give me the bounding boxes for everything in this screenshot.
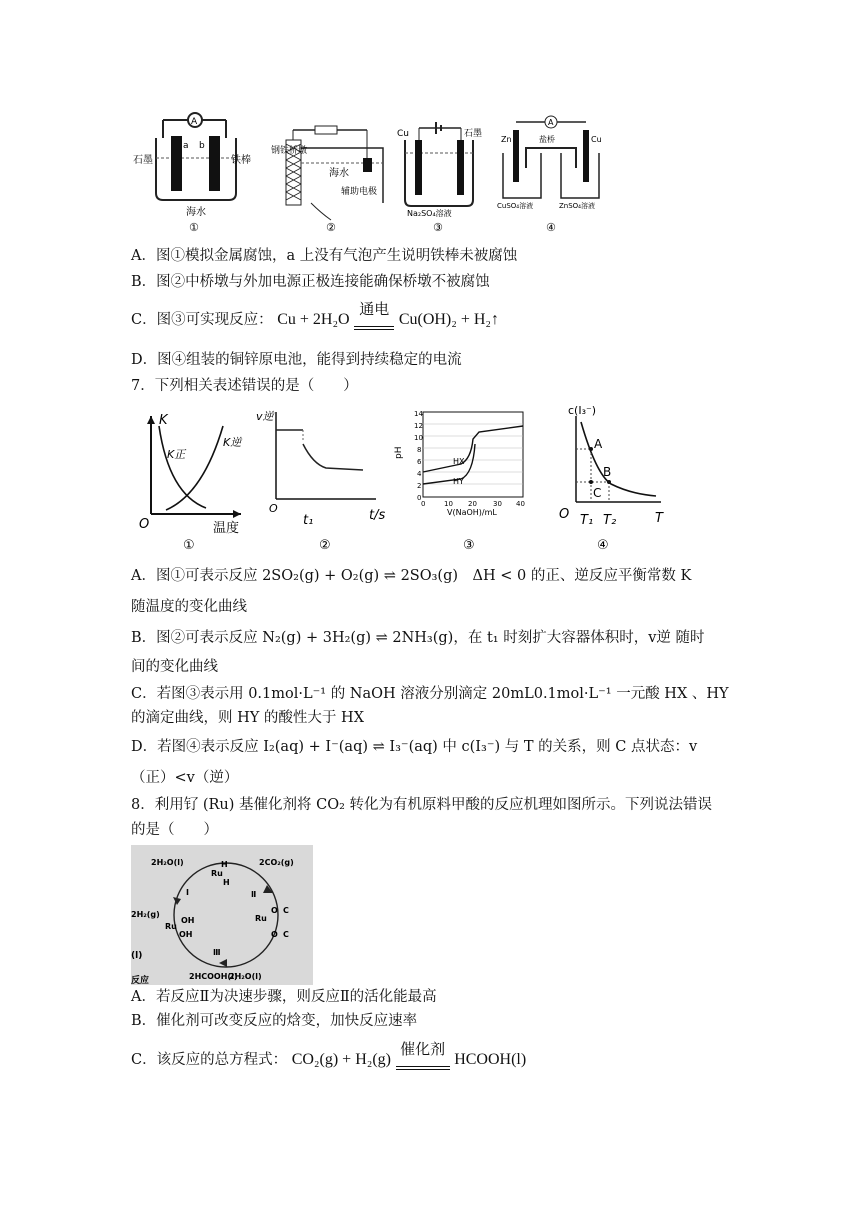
svg-text:O: O	[271, 906, 278, 915]
figure-4-galvanic-cell	[497, 116, 602, 234]
svg-text:O: O	[269, 502, 278, 515]
svg-text:A: A	[191, 117, 198, 127]
svg-text:Ⅱ: Ⅱ	[251, 890, 257, 899]
q8-c-eq-condition: 催化剂	[396, 1057, 450, 1070]
chart-3-titration	[394, 410, 525, 553]
svg-text:C: C	[593, 486, 602, 500]
q7-option-c-line2: 的滴定曲线，则 HY 的酸性大于 HX	[131, 710, 365, 726]
svg-text:2HCOOH(l): 2HCOOH(l)	[189, 972, 238, 981]
q8-option-b: B．催化剂可改变反应的焓变，加快反应速率	[131, 1013, 418, 1029]
q6-c-eq-condition: 通电	[354, 317, 394, 330]
svg-text:2H₂O(l): 2H₂O(l)	[229, 972, 262, 981]
svg-text:OH: OH	[181, 916, 195, 925]
svg-text:石墨: 石墨	[133, 155, 153, 166]
svg-text:O: O	[271, 930, 278, 939]
svg-text:O: O	[559, 507, 570, 522]
q7-option-a-line1: A．图①可表示反应 2SO₂(g) + O₂(g) ⇌ 2SO₃(g) ΔH < 0 的正、逆反应平衡常数 K	[131, 568, 692, 584]
svg-text:H: H	[221, 860, 228, 869]
q7-stem: 7．下列相关表述错误的是（ ）	[131, 378, 358, 394]
svg-text:②: ②	[326, 221, 336, 234]
svg-text:A: A	[548, 118, 554, 127]
figure-2-bridge-pier	[271, 126, 383, 234]
svg-text:Ru: Ru	[255, 914, 267, 923]
svg-text:6: 6	[417, 458, 422, 466]
hx-curve	[423, 426, 523, 472]
svg-text:反应: 反应	[131, 976, 150, 985]
svg-text:①: ①	[189, 221, 199, 234]
svg-text:T₂: T₂	[603, 513, 617, 528]
svg-text:20: 20	[468, 500, 477, 508]
svg-text:10: 10	[414, 434, 423, 442]
svg-text:t₁: t₁	[303, 513, 314, 528]
svg-text:8: 8	[417, 446, 422, 454]
q7-option-d-line1: D．若图④表示反应 I₂(aq) + I⁻(aq) ⇌ I₃⁻(aq) 中 c(I₃⁻) 与 T 的关系，则 C 点状态：v	[131, 739, 698, 755]
svg-text:T: T	[655, 511, 663, 526]
svg-text:30: 30	[493, 500, 502, 508]
svg-text:HX: HX	[453, 457, 465, 466]
q8-option-c-label: C．该反应的总方程式：	[131, 1052, 288, 1068]
svg-text:12: 12	[414, 422, 423, 430]
chart-2-v-vs-time	[256, 410, 385, 553]
svg-text:H: H	[223, 878, 230, 887]
svg-text:ZnSO₄溶液: ZnSO₄溶液	[559, 202, 595, 210]
svg-text:T₁: T₁	[580, 513, 594, 528]
svg-text:(l): (l)	[131, 951, 143, 961]
chart-4-c-vs-t	[559, 404, 664, 553]
svg-text:0: 0	[421, 500, 426, 508]
q8-mechanism-figure	[131, 845, 313, 985]
chart-1-k-vs-temperature	[139, 413, 243, 553]
svg-text:2CO₂(g): 2CO₂(g)	[259, 858, 294, 867]
svg-text:石墨: 石墨	[464, 129, 483, 139]
k-reverse-curve	[166, 426, 223, 510]
svg-text:辅助电极: 辅助电极	[341, 187, 378, 197]
svg-text:海水: 海水	[329, 168, 349, 179]
svg-text:10: 10	[444, 500, 453, 508]
q7-option-b-line2: 间的变化曲线	[131, 659, 218, 675]
svg-text:0: 0	[417, 494, 422, 502]
svg-text:Ru: Ru	[211, 869, 223, 878]
q8-stem-line1: 8．利用钌 (Ru) 基催化剂将 CO₂ 转化为有机原料甲酸的反应机理如图所示。下列说法错误	[131, 797, 713, 813]
svg-text:C: C	[283, 930, 289, 939]
q6-option-d: D．图④组装的铜锌原电池，能得到持续稳定的电流	[131, 352, 462, 368]
q6-option-b: B．图②中桥墩与外加电源正极连接能确保桥墩不被腐蚀	[131, 274, 490, 290]
svg-text:pH: pH	[394, 446, 404, 459]
svg-text:Ru: Ru	[165, 922, 177, 931]
svg-text:V(NaOH)/mL: V(NaOH)/mL	[447, 508, 497, 517]
svg-text:Zn: Zn	[501, 135, 512, 144]
q7-option-d-line2: （正）<v（逆）	[131, 770, 239, 786]
q7-option-a-line2: 随温度的变化曲线	[131, 599, 247, 615]
svg-text:2H₂O(l): 2H₂O(l)	[151, 858, 184, 867]
svg-text:③: ③	[463, 538, 475, 553]
svg-text:c(I₃⁻): c(I₃⁻)	[568, 404, 597, 417]
svg-text:Ⅰ: Ⅰ	[186, 888, 189, 897]
q6-option-a: A．图①模拟金属腐蚀，a 上没有气泡产生说明铁棒未被腐蚀	[131, 248, 518, 264]
svg-text:a: a	[183, 141, 189, 151]
svg-text:K逆: K逆	[223, 436, 242, 449]
svg-text:14: 14	[414, 410, 423, 418]
svg-text:C: C	[283, 906, 289, 915]
q6-figures	[131, 108, 611, 243]
svg-text:Ⅲ: Ⅲ	[213, 948, 221, 957]
svg-text:v逆: v逆	[256, 410, 274, 423]
q8-c-eq-right: HCOOH(l)	[454, 1051, 527, 1068]
svg-text:④: ④	[597, 538, 609, 553]
svg-text:CuSO₄溶液: CuSO₄溶液	[497, 202, 534, 210]
svg-text:OH: OH	[179, 930, 193, 939]
svg-text:Cu: Cu	[591, 135, 602, 144]
svg-text:2: 2	[417, 482, 422, 490]
svg-text:钢铁桥墩: 钢铁桥墩	[271, 146, 308, 156]
q6-option-c-label: C．图③可实现反应：	[131, 312, 273, 328]
k-forward-curve	[159, 426, 206, 508]
svg-text:②: ②	[319, 538, 331, 553]
q6-c-eq-left: Cu + 2H₂O	[277, 311, 350, 328]
q8-option-a: A．若反应Ⅱ为决速步骤，则反应Ⅱ的活化能最高	[131, 989, 437, 1005]
svg-text:B: B	[603, 465, 612, 479]
svg-text:④: ④	[546, 221, 556, 234]
svg-text:①: ①	[183, 538, 195, 553]
q7-option-b-line1: B．图②可表示反应 N₂(g) + 3H₂(g) ⇌ 2NH₃(g)，在 t₁ 时刻扩大容器体积时，v逆 随时	[131, 630, 705, 646]
svg-text:海水: 海水	[186, 207, 206, 218]
svg-text:Cu: Cu	[397, 129, 409, 139]
q7-charts	[131, 404, 691, 556]
svg-text:铁棒: 铁棒	[231, 155, 251, 166]
q6-option-c	[131, 300, 499, 330]
svg-text:O: O	[139, 517, 150, 532]
svg-text:K: K	[159, 413, 168, 428]
figure-1-seawater-cell	[133, 113, 251, 234]
svg-text:A: A	[594, 437, 603, 451]
svg-text:t/s: t/s	[369, 508, 386, 523]
svg-text:b: b	[199, 141, 205, 151]
svg-text:K正: K正	[167, 448, 186, 461]
svg-text:HY: HY	[453, 477, 464, 486]
q8-stem-line2: 的是（ ）	[131, 822, 218, 838]
svg-text:2H₂(g): 2H₂(g)	[131, 910, 160, 919]
figure-3-electrolysis	[397, 122, 482, 234]
svg-text:③: ③	[433, 221, 443, 234]
q6-c-eq-right: Cu(OH)₂ + H₂↑	[398, 311, 499, 328]
svg-text:盐桥: 盐桥	[539, 135, 555, 144]
q8-c-eq-left: CO₂(g) + H₂(g)	[291, 1051, 391, 1068]
svg-text:4: 4	[417, 470, 422, 478]
q8-option-c	[131, 1040, 527, 1070]
svg-text:40: 40	[516, 500, 525, 508]
hy-curve	[423, 444, 475, 484]
q7-option-c-line1: C．若图③表示用 0.1mol·L⁻¹ 的 NaOH 溶液分别滴定 20mL0.1mol·L⁻¹ 一元酸 HX 、HY	[131, 686, 729, 702]
svg-text:Na₂SO₄溶液: Na₂SO₄溶液	[407, 209, 452, 218]
svg-text:温度: 温度	[213, 521, 240, 536]
